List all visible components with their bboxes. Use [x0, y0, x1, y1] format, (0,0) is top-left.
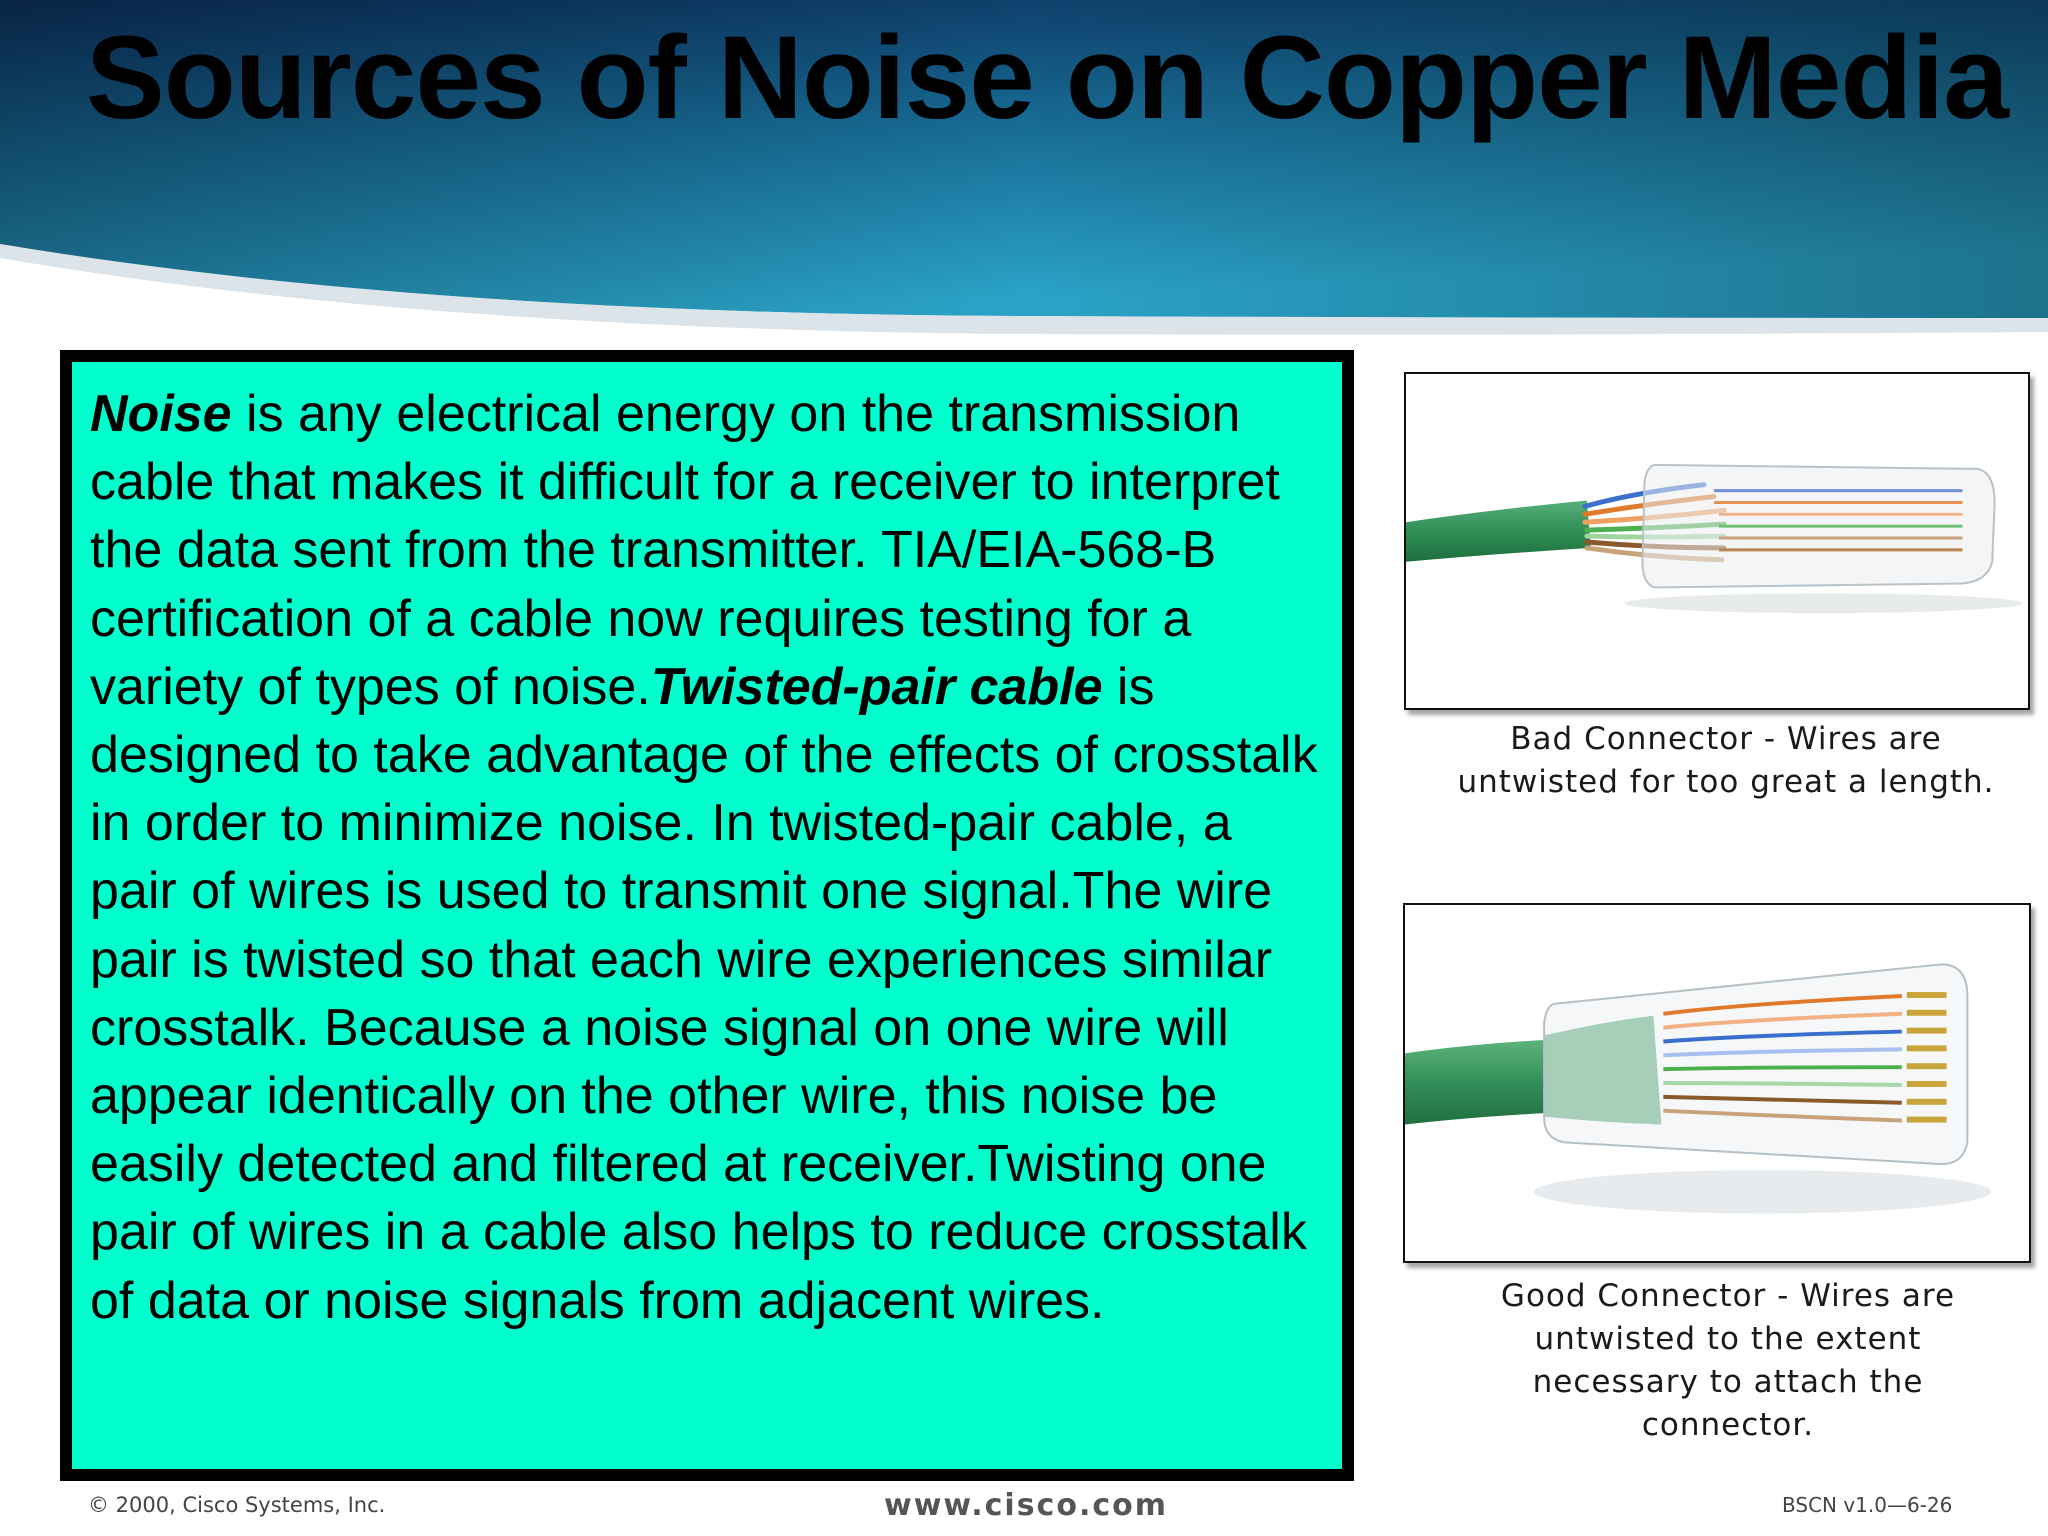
good-connector-photo: [1403, 903, 2031, 1263]
good-connector-caption-line-3: necessary to attach the: [1532, 1364, 1924, 1400]
good-connector-caption: [1418, 1275, 2038, 1447]
good-connector-caption-line-2: untwisted to the extent: [1534, 1321, 1922, 1357]
footer-website: www.cisco.com: [884, 1488, 1168, 1523]
noise-description-box: [60, 350, 1354, 1481]
bad-connector-photo: [1404, 372, 2030, 710]
good-connector-caption-line-1: Good Connector - Wires are: [1500, 1278, 1956, 1314]
bad-connector-caption-line-2: untwisted for too great a length.: [1457, 764, 1995, 800]
slide-title: Sources of Noise on Copper Media: [86, 12, 2008, 144]
footer-copyright: © 2000, Cisco Systems, Inc.: [88, 1493, 386, 1517]
bad-connector-caption: [1396, 718, 2048, 804]
good-connector-caption-line-4: connector.: [1641, 1407, 1815, 1443]
term-twisted-pair: Twisted-pair cable: [650, 657, 1103, 716]
bad-connector-caption-line-1: Bad Connector - Wires are: [1510, 721, 1942, 757]
term-noise: Noise: [90, 385, 232, 443]
description-part-2: is designed to take advantage of the effects of crosstalk in order to minimize noise. In twisted-pair cable, a pair of wires is used to transmit one signal.The wire pair is twisted so that each wire experiences similar crosstalk. Because a noise signal on one wire will appear identically on the other wire, this noise be easily detected and filtered at receiver.Twisting one pair of wires in a cable also helps to reduce crosstalk of data or noise signals from adjacent wires.: [90, 657, 1318, 1330]
footer-slide-ref: BSCN v1.0—6-26: [1782, 1493, 1953, 1517]
noise-description-text: [90, 380, 1328, 1335]
description-part-1: is any electrical energy on the transmission cable that makes it difficult for a receiver to interpret the data sent from the transmitter. TIA/EIA-568-B certification of a cable now requires testing for a variety of types of noise.: [90, 385, 1280, 716]
